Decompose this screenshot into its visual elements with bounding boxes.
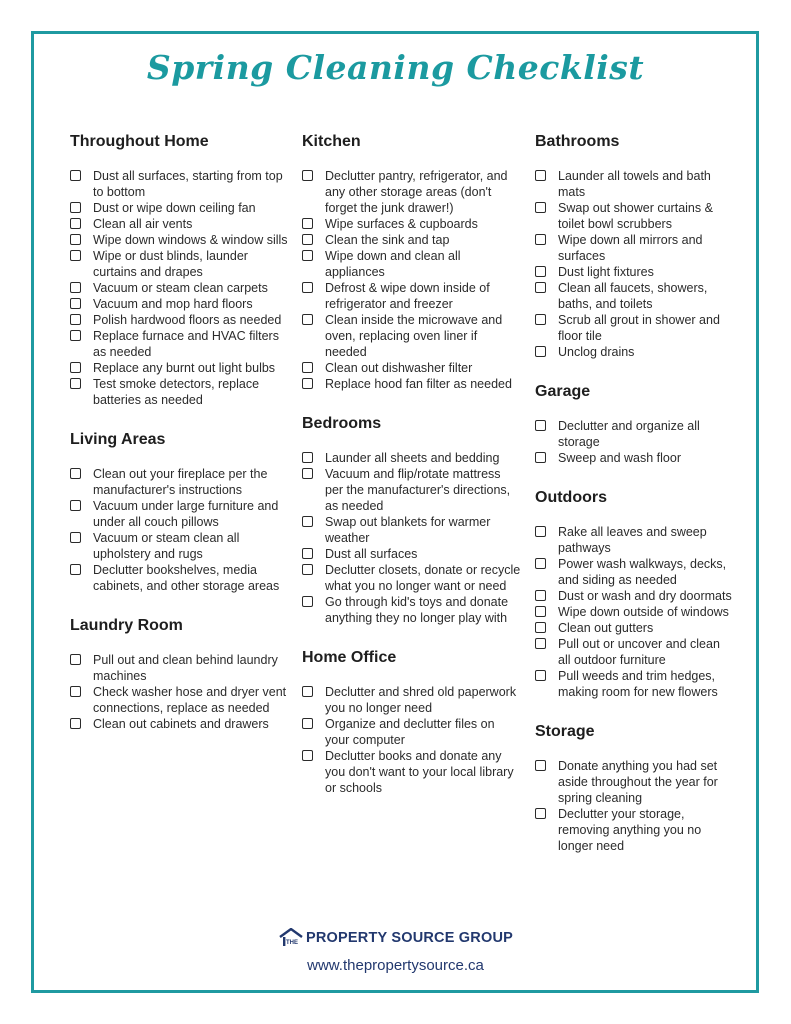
checklist-item — [70, 684, 290, 716]
checklist-item — [535, 556, 735, 588]
checklist-item — [302, 546, 522, 562]
checkbox-icon[interactable] — [535, 638, 546, 649]
checkbox-icon[interactable] — [302, 548, 313, 559]
item-label: Polish hardwood floors as needed — [93, 313, 282, 327]
checkbox-icon[interactable] — [70, 330, 81, 341]
checkbox-icon[interactable] — [70, 686, 81, 697]
checklist-item — [70, 232, 290, 248]
checkbox-icon[interactable] — [302, 468, 313, 479]
checkbox-icon[interactable] — [302, 378, 313, 389]
checkbox-icon[interactable] — [535, 590, 546, 601]
checkbox-icon[interactable] — [535, 282, 546, 293]
section-storage — [535, 720, 735, 854]
checklist-item — [70, 312, 290, 328]
column-right — [535, 130, 735, 874]
checkbox-icon[interactable] — [302, 250, 313, 261]
company-logo — [278, 928, 513, 946]
checklist-item — [70, 296, 290, 312]
checklist-item — [302, 684, 522, 716]
section-outdoors — [535, 486, 735, 700]
checklist-item — [302, 716, 522, 748]
item-label: Replace any burnt out light bulbs — [93, 361, 276, 375]
item-label: Dust or wash and dry doormats — [558, 589, 732, 603]
item-label: Vacuum and mop hard floors — [93, 297, 253, 311]
item-label: Wipe down all mirrors and surfaces — [558, 233, 703, 263]
checklist-item — [70, 530, 290, 562]
item-label: Organize and declutter files on your computer — [325, 717, 495, 747]
checkbox-icon[interactable] — [302, 596, 313, 607]
checklist-item — [535, 668, 735, 700]
item-label: Swap out blankets for warmer weather — [325, 515, 491, 545]
item-label: Clean out dishwasher filter — [325, 361, 473, 375]
checklist-item — [535, 312, 735, 344]
checklist-item — [535, 758, 735, 806]
item-label: Clean out cabinets and drawers — [93, 717, 269, 731]
checkbox-icon[interactable] — [535, 760, 546, 771]
checklist — [302, 450, 522, 626]
item-label: Power wash walkways, decks, and siding as needed — [558, 557, 727, 587]
checkbox-icon[interactable] — [535, 346, 546, 357]
item-label: Declutter books and donate any you don't want to your local library or schools — [325, 749, 514, 795]
checklist-item — [302, 360, 522, 376]
checkbox-icon[interactable] — [70, 202, 81, 213]
section-kitchen — [302, 130, 522, 392]
item-label: Sweep and wash floor — [558, 451, 681, 465]
section-heading: Outdoors — [535, 489, 607, 506]
item-label: Swap out shower curtains & toilet bowl scrubbers — [558, 201, 713, 231]
item-label: Test smoke detectors, replace batteries as needed — [93, 377, 260, 407]
section-throughout-home — [70, 130, 290, 408]
checkbox-icon[interactable] — [302, 218, 313, 229]
section-heading: Kitchen — [302, 133, 361, 150]
checkbox-icon[interactable] — [302, 564, 313, 575]
checklist-item — [302, 232, 522, 248]
checkbox-icon[interactable] — [535, 420, 546, 431]
checkbox-icon[interactable] — [70, 362, 81, 373]
checkbox-icon[interactable] — [535, 170, 546, 181]
checklist-item — [70, 716, 290, 732]
checklist-item — [302, 748, 522, 796]
checklist — [535, 418, 735, 466]
section-bathrooms — [535, 130, 735, 360]
checklist-item — [535, 168, 735, 200]
checklist-item — [535, 344, 735, 360]
item-label: Dust light fixtures — [558, 265, 654, 279]
item-label: Declutter your storage, removing anything you no longer need — [558, 807, 702, 853]
section-bedrooms — [302, 412, 522, 626]
checklist-item — [70, 360, 290, 376]
checklist — [535, 758, 735, 854]
checklist-item — [70, 168, 290, 200]
item-label: Declutter bookshelves, media cabinets, and other storage areas — [93, 563, 280, 593]
item-label: Defrost & wipe down inside of refrigerator and freezer — [325, 281, 490, 311]
checklist-item — [535, 264, 735, 280]
item-label: Wipe down windows & window sills — [93, 233, 288, 247]
checklist-item — [535, 524, 735, 556]
checklist-item — [302, 466, 522, 514]
item-label: Launder all towels and bath mats — [558, 169, 711, 199]
checklist-item — [302, 168, 522, 216]
item-label: Go through kid's toys and donate anything they no longer play with — [325, 595, 509, 625]
column-middle — [302, 130, 522, 816]
checkbox-icon[interactable] — [70, 468, 81, 479]
checklist-item — [70, 216, 290, 232]
checkbox-icon[interactable] — [70, 378, 81, 389]
checklist-item — [535, 280, 735, 312]
checklist-item — [535, 450, 735, 466]
checkbox-icon[interactable] — [70, 718, 81, 729]
page-title: Spring Cleaning Checklist — [146, 48, 645, 87]
checklist — [535, 168, 735, 360]
checkbox-icon[interactable] — [535, 202, 546, 213]
checklist-item — [70, 562, 290, 594]
checkbox-icon[interactable] — [302, 362, 313, 373]
checkbox-icon[interactable] — [535, 670, 546, 681]
checkbox-icon[interactable] — [302, 516, 313, 527]
checklist-item — [70, 498, 290, 530]
checklist-item — [70, 248, 290, 280]
item-label: Launder all sheets and bedding — [325, 451, 500, 465]
item-label: Pull out and clean behind laundry machines — [93, 653, 278, 683]
checklist — [535, 524, 735, 700]
checkbox-icon[interactable] — [70, 282, 81, 293]
website-url[interactable]: www.thepropertysource.ca — [307, 957, 484, 974]
section-heading: Bedrooms — [302, 415, 382, 432]
item-label: Declutter and shred old paperwork you no longer need — [325, 685, 517, 715]
item-label: Unclog drains — [558, 345, 635, 359]
item-label: Rake all leaves and sweep pathways — [558, 525, 707, 555]
section-home-office — [302, 646, 522, 796]
checkbox-icon[interactable] — [70, 654, 81, 665]
item-label: Vacuum or steam clean carpets — [93, 281, 268, 295]
section-heading: Home Office — [302, 649, 397, 666]
checkbox-icon[interactable] — [302, 452, 313, 463]
checklist-item — [70, 466, 290, 498]
section-heading: Garage — [535, 383, 591, 400]
section-laundry-room — [70, 614, 290, 732]
checklist-item — [535, 636, 735, 668]
item-label: Clean inside the microwave and oven, replacing oven liner if needed — [325, 313, 503, 359]
checkbox-icon[interactable] — [70, 564, 81, 575]
item-label: Scrub all grout in shower and floor tile — [558, 313, 720, 343]
checkbox-icon[interactable] — [70, 234, 81, 245]
checkbox-icon[interactable] — [70, 500, 81, 511]
checkbox-icon[interactable] — [302, 718, 313, 729]
item-label: Vacuum and flip/rotate mattress per the manufacturer's directions, as needed — [325, 467, 511, 513]
checklist-item — [302, 594, 522, 626]
checklist-item — [70, 328, 290, 360]
checklist-item — [535, 604, 735, 620]
checklist-item — [302, 450, 522, 466]
checklist-item — [535, 200, 735, 232]
checklist-item — [70, 200, 290, 216]
item-label: Clean the sink and tap — [325, 233, 450, 247]
item-label: Dust all surfaces, starting from top to bottom — [93, 169, 283, 199]
checkbox-icon[interactable] — [535, 526, 546, 537]
item-label: Donate anything you had set aside throughout the year for spring cleaning — [558, 759, 718, 805]
checkbox-icon[interactable] — [302, 314, 313, 325]
checklist — [302, 684, 522, 796]
checklist — [70, 168, 290, 408]
checklist-item — [302, 312, 522, 360]
checkbox-icon[interactable] — [70, 298, 81, 309]
item-label: Declutter closets, donate or recycle what you no longer want or need — [325, 563, 521, 593]
checkbox-icon[interactable] — [535, 558, 546, 569]
checkbox-icon[interactable] — [535, 234, 546, 245]
checkbox-icon[interactable] — [302, 234, 313, 245]
section-heading: Laundry Room — [70, 617, 183, 634]
checkbox-icon[interactable] — [535, 606, 546, 617]
item-label: Clean out gutters — [558, 621, 654, 635]
logo-the-text: THE — [286, 940, 299, 946]
section-heading: Living Areas — [70, 431, 166, 448]
checklist-item — [535, 620, 735, 636]
column-left — [70, 130, 290, 752]
logo-name: PROPERTY SOURCE GROUP — [306, 930, 513, 946]
section-heading: Bathrooms — [535, 133, 620, 150]
item-label: Dust or wipe down ceiling fan — [93, 201, 256, 215]
checkbox-icon[interactable] — [70, 170, 81, 181]
checkbox-icon[interactable] — [535, 622, 546, 633]
item-label: Vacuum under large furniture and under all couch pillows — [93, 499, 279, 529]
checkbox-icon[interactable] — [302, 170, 313, 181]
checklist-item — [302, 280, 522, 312]
item-label: Check washer hose and dryer vent connections, replace as needed — [93, 685, 287, 715]
checklist-item — [302, 514, 522, 546]
item-label: Dust all surfaces — [325, 547, 418, 561]
item-label: Wipe down and clean all appliances — [325, 249, 461, 279]
section-garage — [535, 380, 735, 466]
item-label: Clean out your fireplace per the manufacturer's instructions — [93, 467, 268, 497]
checkbox-icon[interactable] — [302, 750, 313, 761]
checklist-item — [535, 232, 735, 264]
checkbox-icon[interactable] — [535, 808, 546, 819]
checklist-item — [70, 376, 290, 408]
item-label: Replace furnace and HVAC filters as needed — [93, 329, 279, 359]
item-label: Declutter pantry, refrigerator, and any other storage areas (don't forget the junk drawer!) — [325, 169, 508, 215]
checklist-item — [535, 418, 735, 450]
checkbox-icon[interactable] — [535, 314, 546, 325]
item-label: Replace hood fan filter as needed — [325, 377, 512, 391]
checkbox-icon[interactable] — [70, 314, 81, 325]
checklist-item — [302, 248, 522, 280]
item-label: Wipe surfaces & cupboards — [325, 217, 478, 231]
checklist-item — [535, 588, 735, 604]
section-living-areas — [70, 428, 290, 594]
item-label: Wipe or dust blinds, launder curtains and drapes — [93, 249, 248, 279]
section-heading: Throughout Home — [70, 133, 209, 150]
checkbox-icon[interactable] — [70, 250, 81, 261]
checklist-item — [302, 376, 522, 392]
item-label: Declutter and organize all storage — [558, 419, 700, 449]
checklist-item — [302, 562, 522, 594]
checklist — [70, 652, 290, 732]
checklist-item — [70, 652, 290, 684]
checkbox-icon[interactable] — [302, 282, 313, 293]
checkbox-icon[interactable] — [535, 266, 546, 277]
checklist — [70, 466, 290, 594]
checklist — [302, 168, 522, 392]
checkbox-icon[interactable] — [535, 452, 546, 463]
item-label: Clean all faucets, showers, baths, and toilets — [558, 281, 708, 311]
section-heading: Storage — [535, 723, 595, 740]
item-label: Vacuum or steam clean all upholstery and rugs — [93, 531, 240, 561]
checklist-item — [70, 280, 290, 296]
item-label: Clean all air vents — [93, 217, 193, 231]
checkbox-icon[interactable] — [70, 532, 81, 543]
item-label: Pull weeds and trim hedges, making room for new flowers — [558, 669, 718, 699]
footer — [0, 928, 791, 974]
checklist-item — [302, 216, 522, 232]
checkbox-icon[interactable] — [302, 686, 313, 697]
item-label: Wipe down outside of windows — [558, 605, 729, 619]
checklist-item — [535, 806, 735, 854]
checkbox-icon[interactable] — [70, 218, 81, 229]
item-label: Pull out or uncover and clean all outdoor furniture — [558, 637, 720, 667]
